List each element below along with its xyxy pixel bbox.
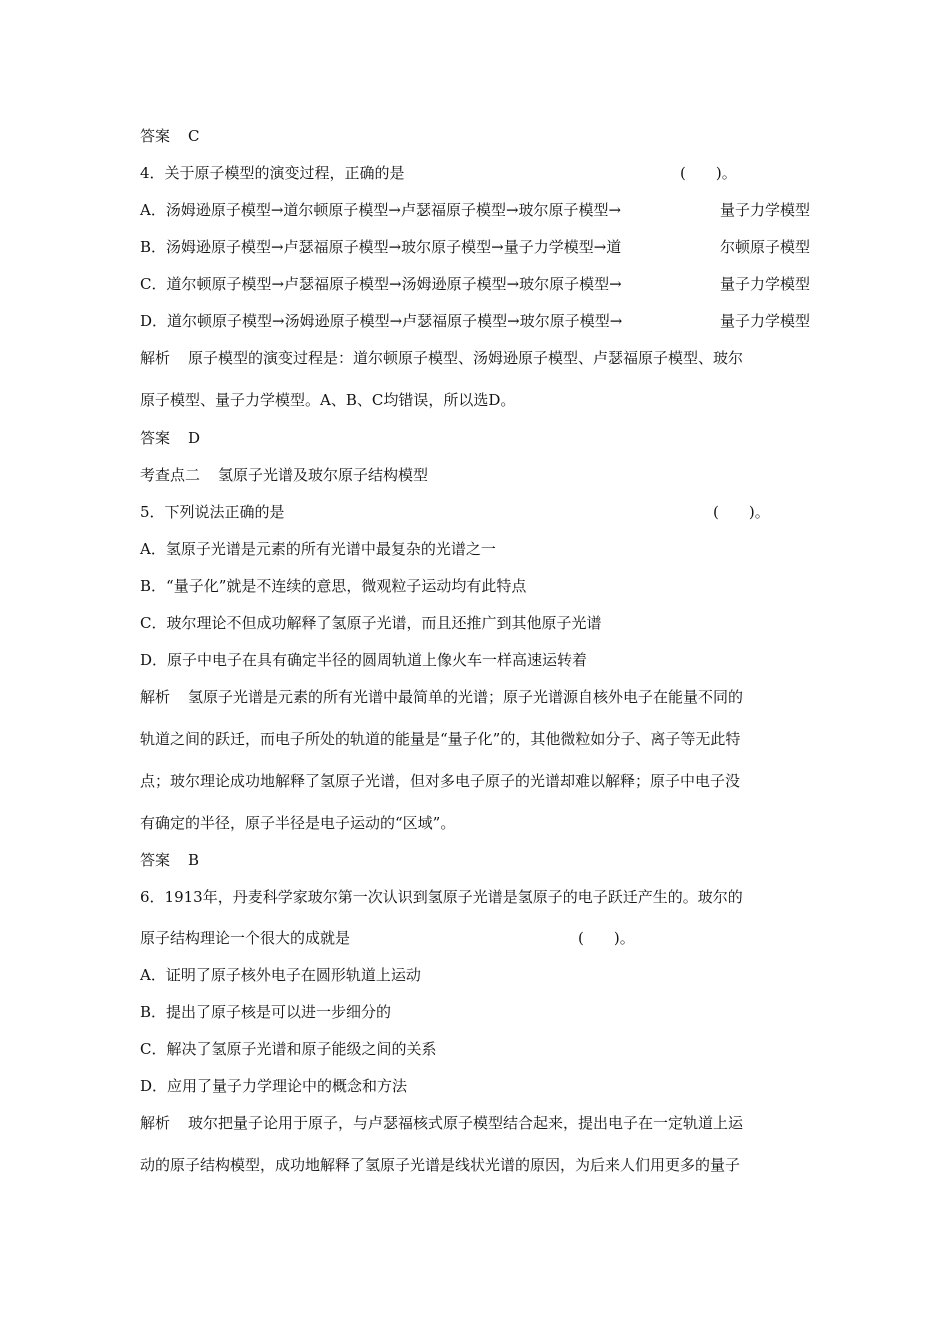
question-5-stem: 5．下列说法正确的是 [140,503,285,521]
option-text-end: 量子力学模型 [719,312,810,330]
question-5-answer-blank: ( )。 [713,503,770,521]
analysis-text: 原子模型的演变过程是：道尔顿原子模型、汤姆逊原子模型、卢瑟福原子模型、玻尔 [188,349,744,367]
answer-value: B [188,851,200,869]
question-5-analysis-cont: 有确定的半径，原子半径是电子运动的“区域”。 [140,814,456,832]
question-4-option-b [140,237,810,257]
analysis-text: 玻尔把量子论用于原子，与卢瑟福核式原子模型结合起来，提出电子在一定轨道上运 [188,1114,744,1132]
question-6-option-c: C．解决了氢原子光谱和原子能级之间的关系 [140,1040,437,1058]
option-text: B．汤姆逊原子模型→卢瑟福原子模型→玻尔原子模型→量子力学模型→道 [140,238,622,256]
answer-line-q3 [140,126,200,146]
option-text-end: 量子力学模型 [719,275,810,293]
answer-label: 答案 [140,429,171,447]
question-4-answer-blank: ( )。 [680,164,737,182]
question-5-analysis-cont: 轨道之间的跃迁，而电子所处的轨道的能量是“量子化”的，其他微粒如分子、离子等无此特 [140,730,741,748]
option-text-end: 尔顿原子模型 [719,238,810,256]
question-6-stem-cont: 原子结构理论一个很大的成就是 [140,929,351,947]
question-4-analysis [140,348,743,368]
question-5-option-a: A．氢原子光谱是元素的所有光谱中最复杂的光谱之一 [140,540,496,558]
option-text: D．道尔顿原子模型→汤姆逊原子模型→卢瑟福原子模型→玻尔原子模型→ [140,312,623,330]
question-5-option-c: C．玻尔理论不但成功解释了氢原子光谱，而且还推广到其他原子光谱 [140,614,602,632]
analysis-label: 解析 [140,688,171,706]
question-5-analysis [140,687,743,707]
answer-value: D [188,429,201,447]
question-4-option-a [140,200,810,220]
answer-line-q4 [140,428,200,448]
question-6-analysis [140,1113,743,1133]
question-5-option-d: D．原子中电子在具有确定半径的圆周轨道上像火车一样高速运转着 [140,651,588,669]
question-6-answer-blank: ( )。 [578,929,635,947]
question-4-stem: 4．关于原子模型的演变过程，正确的是 [140,164,405,182]
question-6-option-b: B．提出了原子核是可以进一步细分的 [140,1003,392,1021]
question-6-analysis-cont: 动的原子结构模型，成功地解释了氢原子光谱是线状光谱的原因，为后来人们用更多的量子 [140,1156,741,1174]
answer-label: 答案 [140,851,171,869]
answer-label: 答案 [140,127,171,145]
analysis-label: 解析 [140,349,171,367]
analysis-label: 解析 [140,1114,171,1132]
question-5-option-b: B．“量子化”就是不连续的意思，微观粒子运动均有此特点 [140,577,527,595]
question-6-option-a: A．证明了原子核外电子在圆形轨道上运动 [140,966,421,984]
question-6-stem: 6．1913年，丹麦科学家玻尔第一次认识到氢原子光谱是氢原子的电子跃迁产生的。玻尔的 [140,888,743,906]
question-4-option-c [140,274,810,294]
section-heading [140,465,428,485]
option-text-end: 量子力学模型 [719,201,810,219]
question-5-analysis-cont: 点；玻尔理论成功地解释了氢原子光谱，但对多电子原子的光谱却难以解释；原子中电子没 [140,772,741,790]
analysis-text: 氢原子光谱是元素的所有光谱中最简单的光谱；原子光谱源自核外电子在能量不同的 [188,688,744,706]
question-6-option-d: D．应用了量子力学理论中的概念和方法 [140,1077,408,1095]
answer-line-q5 [140,850,199,870]
section-title: 氢原子光谱及玻尔原子结构模型 [218,466,429,484]
answer-value: C [188,127,200,145]
option-text: A．汤姆逊原子模型→道尔顿原子模型→卢瑟福原子模型→玻尔原子模型→ [140,201,622,219]
option-text: C．道尔顿原子模型→卢瑟福原子模型→汤姆逊原子模型→玻尔原子模型→ [140,275,622,293]
question-4-option-d [140,311,810,331]
section-label: 考查点二 [140,466,201,484]
question-4-analysis-cont: 原子模型、量子力学模型。A、B、C均错误，所以选D。 [140,391,516,409]
